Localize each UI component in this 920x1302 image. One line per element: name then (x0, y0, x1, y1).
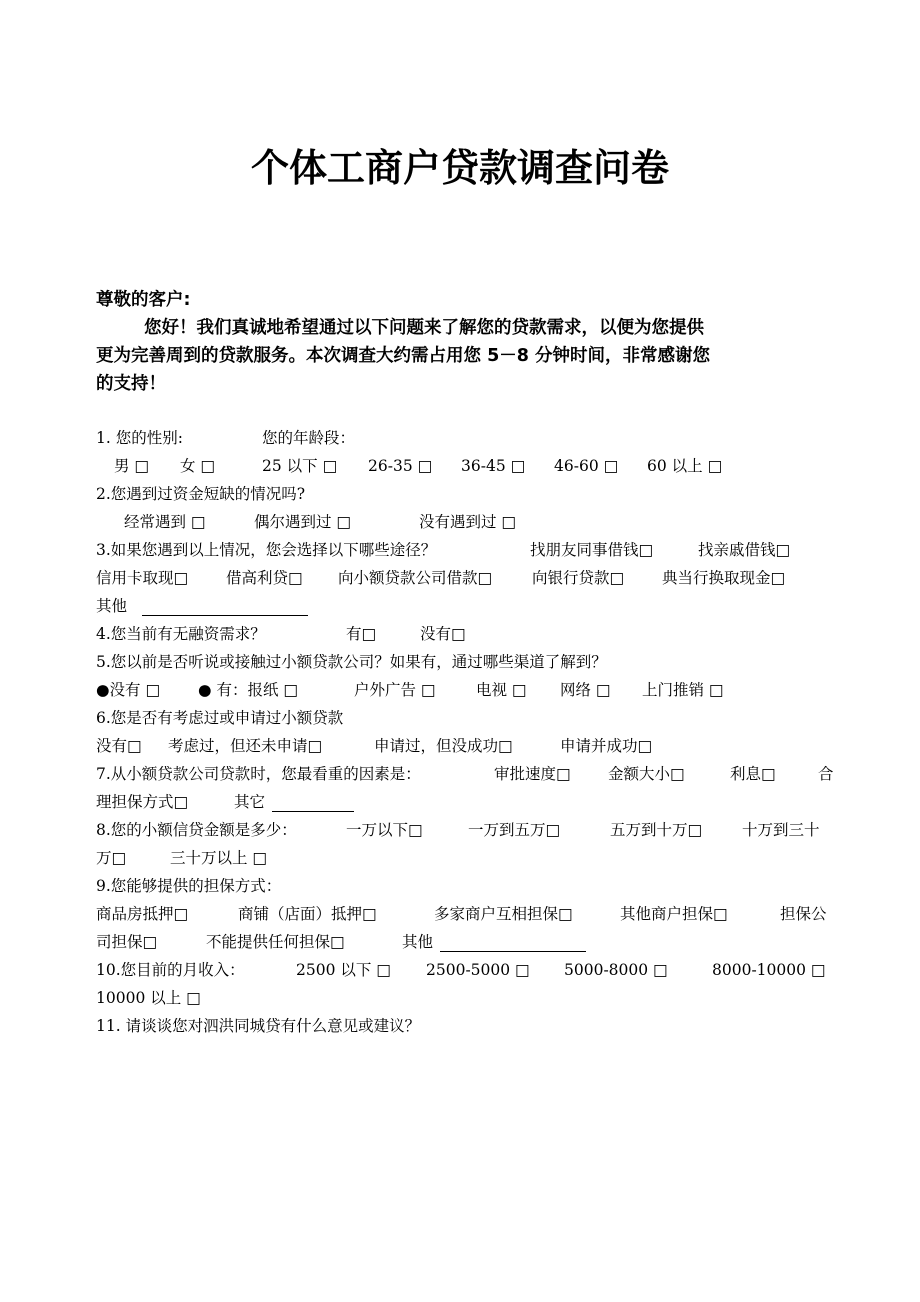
q1-gender-label: 1. 您的性别: (96, 429, 183, 447)
q10-text: 10.您目前的月收入： (96, 961, 245, 979)
q8-under-10k-checkbox[interactable]: 一万以下□ (346, 821, 423, 839)
q9-other-label: 其他 (402, 933, 434, 951)
q9-no-guarantee-checkbox[interactable]: 不能提供任何担保□ (206, 933, 345, 951)
q4-text: 4.您当前有无融资需求？ (96, 625, 266, 643)
q9-mutual-guarantee-checkbox[interactable]: 多家商户互相担保□ (434, 905, 573, 923)
q10-under-2500-checkbox[interactable]: 2500 以下 □ (296, 961, 391, 979)
q1-male-checkbox[interactable]: 男 □ (114, 457, 150, 475)
q4-no-checkbox[interactable]: 没有□ (420, 625, 466, 643)
q1-age-26-35-checkbox[interactable]: 26-35 □ (368, 457, 433, 475)
q4-yes-checkbox[interactable]: 有□ (346, 625, 377, 643)
intro-line-3: 的支持！ (96, 374, 166, 394)
question-5: 5.您以前是否听说或接触过小额贷款公司？如果有，通过哪些渠道了解到？ (96, 653, 607, 671)
q9-shop-mortgage-checkbox[interactable]: 商铺（店面）抵押□ (238, 905, 377, 923)
q8-100k-300k-checkbox[interactable]: 万□ (96, 849, 127, 867)
q1-age-under25-checkbox[interactable]: 25 以下 □ (262, 457, 338, 475)
q10-8000-10000-checkbox[interactable]: 8000-10000 □ (712, 961, 826, 979)
q2-often-checkbox[interactable]: 经常遇到 □ (124, 513, 206, 531)
q5-newspaper-checkbox[interactable]: ● 有：报纸 □ (198, 681, 299, 699)
q3-other-label: 其他 (96, 597, 128, 615)
q7-amount-checkbox[interactable]: 金额大小□ (608, 765, 685, 783)
q9-house-mortgage-checkbox[interactable]: 商品房抵押□ (96, 905, 189, 923)
q7-guarantee-label-start: 合 (818, 765, 834, 783)
q6-applied-success-checkbox[interactable]: 申请并成功□ (560, 737, 653, 755)
q1-age-46-60-checkbox[interactable]: 46-60 □ (554, 457, 619, 475)
q7-guarantee-checkbox[interactable]: 理担保方式□ (96, 793, 189, 811)
q9-other-input[interactable] (440, 933, 586, 952)
page-title: 个体工商户贷款调查问卷 (250, 146, 669, 190)
q5-outdoor-ad-checkbox[interactable]: 户外广告 □ (354, 681, 436, 699)
q1-age-36-45-checkbox[interactable]: 36-45 □ (461, 457, 526, 475)
salutation: 尊敬的客户: (96, 290, 191, 310)
q7-text: 7.从小额贷款公司贷款时，您最看重的因素是： (96, 765, 421, 783)
q7-interest-checkbox[interactable]: 利息□ (730, 765, 776, 783)
q3-other-input[interactable] (142, 597, 308, 616)
q5-no-checkbox[interactable]: ●没有 □ (96, 681, 161, 699)
q8-10k-50k-checkbox[interactable]: 一万到五万□ (468, 821, 561, 839)
q6-no-checkbox[interactable]: 没有□ (96, 737, 142, 755)
q8-over-300k-checkbox[interactable]: 三十万以上 □ (170, 849, 268, 867)
question-2: 2.您遇到过资金短缺的情况吗? (96, 485, 306, 503)
question-9: 9.您能够提供的担保方式： (96, 877, 282, 895)
q8-50k-100k-checkbox[interactable]: 五万到十万□ (610, 821, 703, 839)
q6-applied-failed-checkbox[interactable]: 申请过，但没成功□ (374, 737, 513, 755)
question-11: 11. 请谈谈您对泗洪同城贷有什么意见或建议？ (96, 1017, 421, 1035)
q5-tv-checkbox[interactable]: 电视 □ (476, 681, 527, 699)
q3-friends-checkbox[interactable]: 找朋友同事借钱□ (530, 541, 654, 559)
q2-occasionally-checkbox[interactable]: 偶尔遇到过 □ (254, 513, 352, 531)
intro-line-1: 您好！我们真诚地希望通过以下问题来了解您的贷款需求，以便为您提供 (144, 318, 704, 338)
q3-text: 3.如果您遇到以上情况，您会选择以下哪些途径？ (96, 541, 437, 559)
q9-guarantee-company-label-start: 担保公 (780, 905, 827, 923)
q2-never-checkbox[interactable]: 没有遇到过 □ (419, 513, 517, 531)
q5-internet-checkbox[interactable]: 网络 □ (560, 681, 611, 699)
q10-2500-5000-checkbox[interactable]: 2500-5000 □ (426, 961, 530, 979)
q8-100k-300k-label-start: 十万到三十 (742, 821, 820, 839)
q1-female-checkbox[interactable]: 女 □ (180, 457, 216, 475)
q7-other-label: 其它 (234, 793, 266, 811)
q3-relatives-checkbox[interactable]: 找亲戚借钱□ (698, 541, 791, 559)
q7-speed-checkbox[interactable]: 审批速度□ (494, 765, 571, 783)
q3-credit-card-checkbox[interactable]: 信用卡取现□ (96, 569, 189, 587)
q9-other-merchant-checkbox[interactable]: 其他商户担保□ (620, 905, 728, 923)
q3-bank-checkbox[interactable]: 向银行贷款□ (532, 569, 625, 587)
q10-5000-8000-checkbox[interactable]: 5000-8000 □ (564, 961, 668, 979)
q9-guarantee-company-checkbox[interactable]: 司担保□ (96, 933, 158, 951)
intro-line-2: 更为完善周到的贷款服务。本次调查大约需占用您 5－8 分钟时间，非常感谢您 (96, 346, 711, 366)
q1-age-label: 您的年龄段： (262, 429, 356, 447)
q3-usury-checkbox[interactable]: 借高利贷□ (226, 569, 303, 587)
q6-considered-checkbox[interactable]: 考虑过，但还未申请□ (168, 737, 323, 755)
q1-age-over60-checkbox[interactable]: 60 以上 □ (647, 457, 723, 475)
q7-other-input[interactable] (272, 793, 354, 812)
q3-pawnshop-checkbox[interactable]: 典当行换取现金□ (662, 569, 786, 587)
q3-microloan-checkbox[interactable]: 向小额贷款公司借款□ (338, 569, 493, 587)
q10-over-10000-checkbox[interactable]: 10000 以上 □ (96, 989, 201, 1007)
q8-text: 8.您的小额信贷金额是多少： (96, 821, 297, 839)
question-6: 6.您是否有考虑过或申请过小额贷款 (96, 709, 344, 727)
q5-door-sales-checkbox[interactable]: 上门推销 □ (642, 681, 724, 699)
